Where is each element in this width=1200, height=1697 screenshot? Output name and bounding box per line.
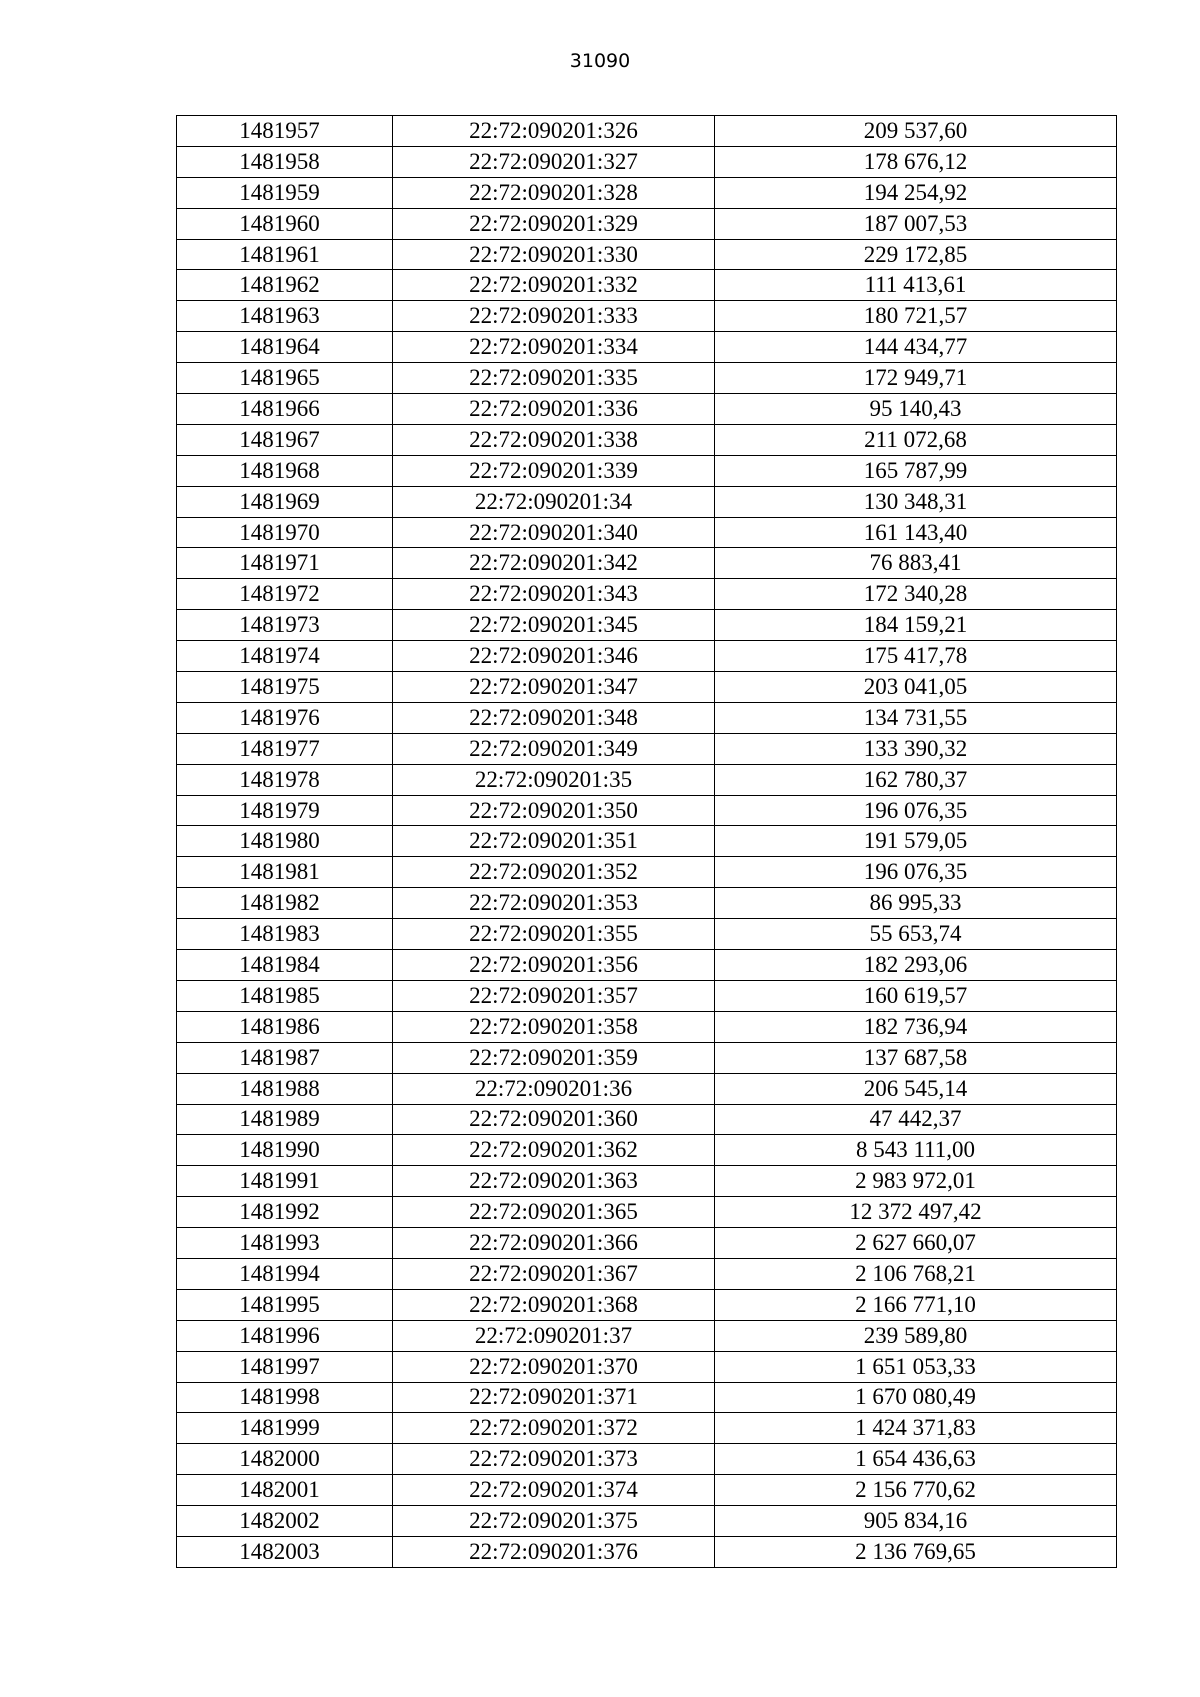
cadastral-number-cell: 22:72:090201:349 [393,733,715,764]
record-number-cell: 1481995 [177,1289,393,1320]
table-row [177,1506,1117,1537]
record-number-cell: 1481988 [177,1073,393,1104]
record-number-cell: 1481958 [177,146,393,177]
cadastral-value-table [176,115,1117,1568]
cadastral-value-cell: 1 670 080,49 [715,1382,1117,1413]
table-row [177,1444,1117,1475]
record-number-cell: 1481997 [177,1351,393,1382]
cadastral-value-cell: 130 348,31 [715,486,1117,517]
table-row [177,579,1117,610]
cadastral-value-cell: 184 159,21 [715,610,1117,641]
cadastral-value-cell: 47 442,37 [715,1104,1117,1135]
table-row [177,795,1117,826]
table-row [177,1104,1117,1135]
table-row [177,1536,1117,1567]
cadastral-number-cell: 22:72:090201:370 [393,1351,715,1382]
record-number-cell: 1481964 [177,332,393,363]
record-number-cell: 1482003 [177,1536,393,1567]
table-row [177,270,1117,301]
cadastral-value-cell: 161 143,40 [715,517,1117,548]
cadastral-number-cell: 22:72:090201:335 [393,363,715,394]
cadastral-value-cell: 196 076,35 [715,857,1117,888]
record-number-cell: 1481962 [177,270,393,301]
cadastral-number-cell: 22:72:090201:358 [393,1011,715,1042]
record-number-cell: 1481972 [177,579,393,610]
table-row [177,1382,1117,1413]
cadastral-number-cell: 22:72:090201:357 [393,980,715,1011]
record-number-cell: 1481977 [177,733,393,764]
record-number-cell: 1481992 [177,1197,393,1228]
cadastral-number-cell: 22:72:090201:347 [393,672,715,703]
record-number-cell: 1481961 [177,239,393,270]
cadastral-number-cell: 22:72:090201:374 [393,1475,715,1506]
cadastral-value-cell: 172 340,28 [715,579,1117,610]
cadastral-value-cell: 2 106 768,21 [715,1258,1117,1289]
table-row [177,641,1117,672]
table-row [177,1413,1117,1444]
record-number-cell: 1481994 [177,1258,393,1289]
cadastral-number-cell: 22:72:090201:365 [393,1197,715,1228]
cadastral-value-cell: 76 883,41 [715,548,1117,579]
record-number-cell: 1481999 [177,1413,393,1444]
cadastral-number-cell: 22:72:090201:376 [393,1536,715,1567]
cadastral-number-cell: 22:72:090201:373 [393,1444,715,1475]
cadastral-number-cell: 22:72:090201:336 [393,394,715,425]
record-number-cell: 1481969 [177,486,393,517]
record-number-cell: 1481966 [177,394,393,425]
table-row [177,486,1117,517]
table-row [177,1197,1117,1228]
cadastral-number-cell: 22:72:090201:330 [393,239,715,270]
table-body [177,116,1117,1568]
cadastral-number-cell: 22:72:090201:327 [393,146,715,177]
cadastral-number-cell: 22:72:090201:35 [393,764,715,795]
record-number-cell: 1481979 [177,795,393,826]
cadastral-value-cell: 2 136 769,65 [715,1536,1117,1567]
cadastral-value-cell: 134 731,55 [715,702,1117,733]
cadastral-value-cell: 203 041,05 [715,672,1117,703]
record-number-cell: 1481957 [177,116,393,147]
cadastral-value-cell: 211 072,68 [715,424,1117,455]
cadastral-value-cell: 178 676,12 [715,146,1117,177]
table-row [177,363,1117,394]
cadastral-number-cell: 22:72:090201:360 [393,1104,715,1135]
record-number-cell: 1481971 [177,548,393,579]
cadastral-value-cell: 187 007,53 [715,208,1117,239]
cadastral-number-cell: 22:72:090201:340 [393,517,715,548]
cadastral-value-cell: 165 787,99 [715,455,1117,486]
cadastral-value-cell: 160 619,57 [715,980,1117,1011]
record-number-cell: 1481993 [177,1228,393,1259]
table-row [177,301,1117,332]
cadastral-number-cell: 22:72:090201:352 [393,857,715,888]
cadastral-number-cell: 22:72:090201:353 [393,888,715,919]
record-number-cell: 1481975 [177,672,393,703]
record-number-cell: 1481987 [177,1042,393,1073]
cadastral-number-cell: 22:72:090201:326 [393,116,715,147]
cadastral-value-cell: 2 156 770,62 [715,1475,1117,1506]
cadastral-value-cell: 12 372 497,42 [715,1197,1117,1228]
table-row [177,610,1117,641]
cadastral-value-cell: 144 434,77 [715,332,1117,363]
cadastral-number-cell: 22:72:090201:363 [393,1166,715,1197]
table-row [177,1351,1117,1382]
table-row [177,1228,1117,1259]
table-row [177,950,1117,981]
cadastral-number-cell: 22:72:090201:356 [393,950,715,981]
cadastral-number-cell: 22:72:090201:375 [393,1506,715,1537]
table-row [177,517,1117,548]
cadastral-value-cell: 2 166 771,10 [715,1289,1117,1320]
cadastral-number-cell: 22:72:090201:329 [393,208,715,239]
cadastral-number-cell: 22:72:090201:342 [393,548,715,579]
table-row [177,116,1117,147]
table-row [177,1475,1117,1506]
record-number-cell: 1481989 [177,1104,393,1135]
table-row [177,980,1117,1011]
record-number-cell: 1481973 [177,610,393,641]
record-number-cell: 1481978 [177,764,393,795]
cadastral-value-cell: 196 076,35 [715,795,1117,826]
table-row [177,1258,1117,1289]
cadastral-value-cell: 209 537,60 [715,116,1117,147]
table-row [177,702,1117,733]
cadastral-number-cell: 22:72:090201:371 [393,1382,715,1413]
cadastral-number-cell: 22:72:090201:345 [393,610,715,641]
record-number-cell: 1481974 [177,641,393,672]
cadastral-number-cell: 22:72:090201:350 [393,795,715,826]
cadastral-number-cell: 22:72:090201:34 [393,486,715,517]
table-row [177,455,1117,486]
table-row [177,548,1117,579]
cadastral-number-cell: 22:72:090201:37 [393,1320,715,1351]
record-number-cell: 1481976 [177,702,393,733]
cadastral-number-cell: 22:72:090201:339 [393,455,715,486]
cadastral-value-cell: 1 424 371,83 [715,1413,1117,1444]
cadastral-number-cell: 22:72:090201:334 [393,332,715,363]
cadastral-value-cell: 8 543 111,00 [715,1135,1117,1166]
record-number-cell: 1481968 [177,455,393,486]
record-number-cell: 1481991 [177,1166,393,1197]
table-row [177,208,1117,239]
table-row [177,146,1117,177]
table-row [177,177,1117,208]
record-number-cell: 1481984 [177,950,393,981]
cadastral-number-cell: 22:72:090201:338 [393,424,715,455]
cadastral-value-cell: 2 627 660,07 [715,1228,1117,1259]
cadastral-value-cell: 95 140,43 [715,394,1117,425]
cadastral-value-cell: 1 651 053,33 [715,1351,1117,1382]
table-row [177,424,1117,455]
table-row [177,888,1117,919]
record-number-cell: 1482001 [177,1475,393,1506]
cadastral-value-cell: 229 172,85 [715,239,1117,270]
cadastral-number-cell: 22:72:090201:359 [393,1042,715,1073]
cadastral-value-cell: 206 545,14 [715,1073,1117,1104]
cadastral-value-cell: 111 413,61 [715,270,1117,301]
table-row [177,1320,1117,1351]
cadastral-value-cell: 194 254,92 [715,177,1117,208]
cadastral-value-cell: 191 579,05 [715,826,1117,857]
cadastral-number-cell: 22:72:090201:367 [393,1258,715,1289]
cadastral-value-cell: 86 995,33 [715,888,1117,919]
record-number-cell: 1481970 [177,517,393,548]
record-number-cell: 1481960 [177,208,393,239]
record-number-cell: 1481982 [177,888,393,919]
record-number-cell: 1481985 [177,980,393,1011]
record-number-cell: 1482002 [177,1506,393,1537]
cadastral-number-cell: 22:72:090201:355 [393,919,715,950]
cadastral-value-cell: 137 687,58 [715,1042,1117,1073]
table-row [177,857,1117,888]
table-row [177,919,1117,950]
cadastral-value-cell: 182 293,06 [715,950,1117,981]
table-row [177,764,1117,795]
cadastral-number-cell: 22:72:090201:333 [393,301,715,332]
cadastral-number-cell: 22:72:090201:328 [393,177,715,208]
cadastral-value-cell: 180 721,57 [715,301,1117,332]
table-row [177,1042,1117,1073]
record-number-cell: 1481998 [177,1382,393,1413]
record-number-cell: 1481967 [177,424,393,455]
cadastral-value-cell: 1 654 436,63 [715,1444,1117,1475]
cadastral-number-cell: 22:72:090201:368 [393,1289,715,1320]
cadastral-value-cell: 175 417,78 [715,641,1117,672]
record-number-cell: 1481990 [177,1135,393,1166]
record-number-cell: 1481980 [177,826,393,857]
cadastral-number-cell: 22:72:090201:332 [393,270,715,301]
cadastral-value-cell: 2 983 972,01 [715,1166,1117,1197]
cadastral-value-cell: 55 653,74 [715,919,1117,950]
cadastral-number-cell: 22:72:090201:351 [393,826,715,857]
cadastral-number-cell: 22:72:090201:348 [393,702,715,733]
table-row [177,1166,1117,1197]
record-number-cell: 1481959 [177,177,393,208]
record-number-cell: 1482000 [177,1444,393,1475]
cadastral-number-cell: 22:72:090201:362 [393,1135,715,1166]
table-row [177,826,1117,857]
table-row [177,1011,1117,1042]
cadastral-value-cell: 905 834,16 [715,1506,1117,1537]
table-row [177,1073,1117,1104]
cadastral-value-cell: 172 949,71 [715,363,1117,394]
record-number-cell: 1481965 [177,363,393,394]
table-row [177,239,1117,270]
table-row [177,1289,1117,1320]
table-row [177,672,1117,703]
cadastral-value-cell: 162 780,37 [715,764,1117,795]
record-number-cell: 1481986 [177,1011,393,1042]
cadastral-number-cell: 22:72:090201:343 [393,579,715,610]
record-number-cell: 1481983 [177,919,393,950]
page-number: 31090 [569,50,631,72]
table-row [177,733,1117,764]
cadastral-number-cell: 22:72:090201:372 [393,1413,715,1444]
record-number-cell: 1481981 [177,857,393,888]
table-row [177,332,1117,363]
cadastral-number-cell: 22:72:090201:36 [393,1073,715,1104]
cadastral-number-cell: 22:72:090201:366 [393,1228,715,1259]
record-number-cell: 1481963 [177,301,393,332]
table-row [177,1135,1117,1166]
table-row [177,394,1117,425]
cadastral-number-cell: 22:72:090201:346 [393,641,715,672]
cadastral-value-cell: 133 390,32 [715,733,1117,764]
record-number-cell: 1481996 [177,1320,393,1351]
cadastral-value-cell: 239 589,80 [715,1320,1117,1351]
cadastral-value-cell: 182 736,94 [715,1011,1117,1042]
